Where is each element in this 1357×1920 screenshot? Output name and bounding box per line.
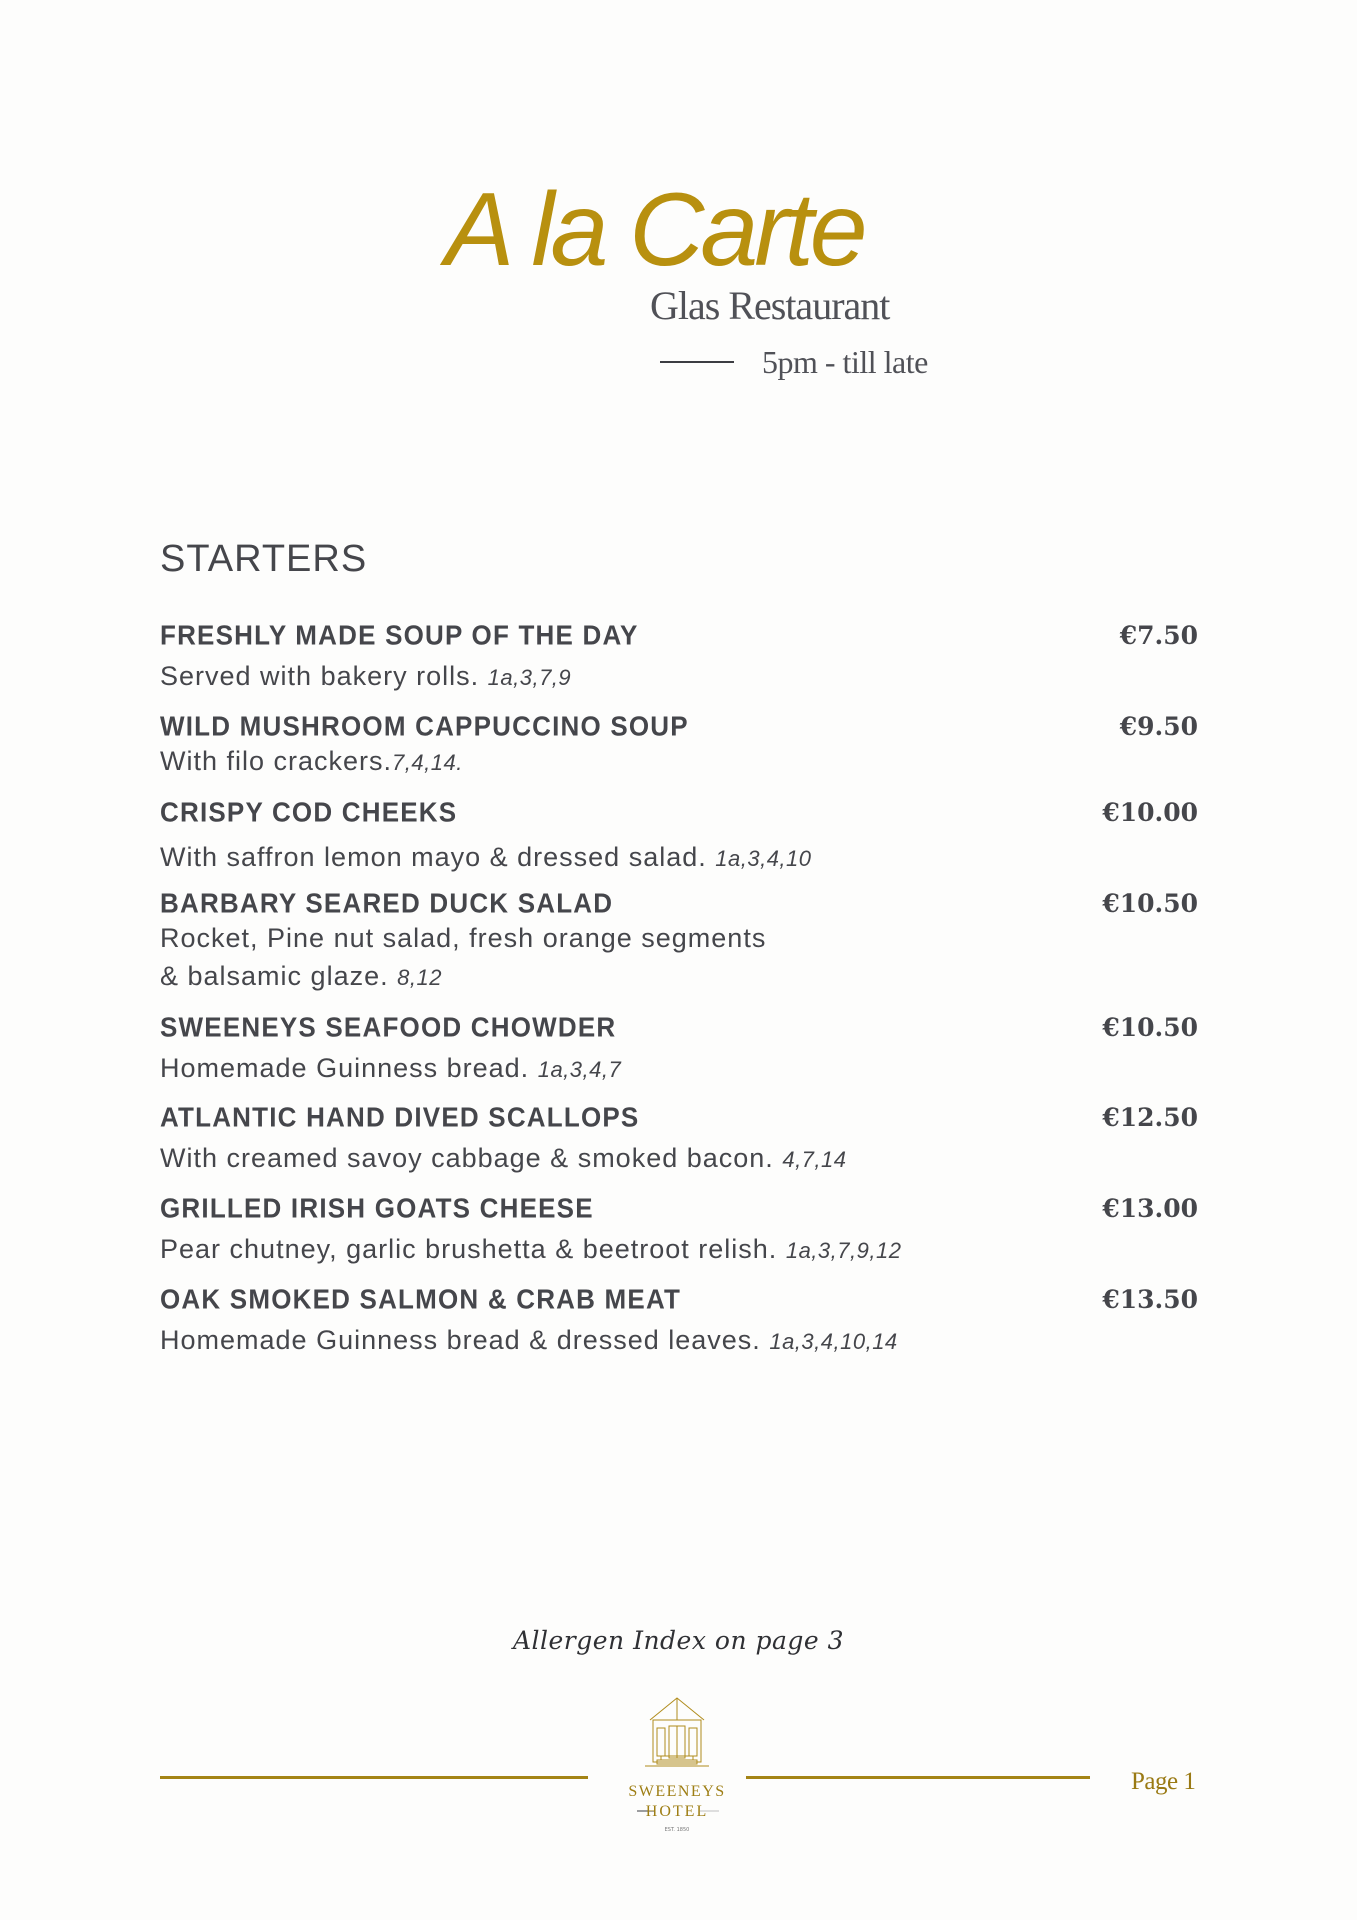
- item-description: [160, 838, 1198, 878]
- item-description-text: Served with bakery rolls.: [160, 661, 480, 691]
- section-title: STARTERS: [160, 538, 368, 580]
- footer-rule-right: [746, 1776, 1090, 1779]
- item-allergens: 4,7,14: [782, 1147, 847, 1172]
- logo-sub: HOTEL: [645, 1803, 709, 1820]
- item-price: €9.50: [1119, 712, 1198, 741]
- menu-item: [160, 711, 1198, 782]
- menu-item: [160, 1284, 1198, 1361]
- opening-hours: 5pm - till late: [762, 343, 928, 380]
- item-name: GRILLED IRISH GOATS CHEESE: [160, 1192, 594, 1224]
- item-name: FRESHLY MADE SOUP OF THE DAY: [160, 619, 639, 651]
- logo-est: EST. 1850: [664, 1827, 690, 1833]
- menu-item: [160, 1012, 1198, 1089]
- hotel-logo: [605, 1690, 755, 1840]
- item-price: €10.50: [1102, 1013, 1198, 1042]
- item-description-text: & balsamic glaze.: [160, 961, 389, 991]
- footer-rule-left: [160, 1776, 588, 1779]
- item-description: [160, 742, 1198, 782]
- menu-item: [160, 888, 1198, 997]
- item-description-text: Rocket, Pine nut salad, fresh orange segments: [160, 923, 767, 953]
- menu-item: [160, 797, 1198, 878]
- item-description: [160, 1321, 1198, 1361]
- item-description-text: Homemade Guinness bread & dressed leaves.: [160, 1325, 761, 1355]
- item-allergens: 1a,3,7,9,12: [785, 1238, 902, 1263]
- hours-line: [660, 344, 928, 380]
- item-description: [160, 657, 1198, 697]
- menu-item: [160, 1193, 1198, 1270]
- item-allergens: 1a,3,4,10,14: [769, 1329, 898, 1354]
- menu-title: A la Carte: [445, 172, 864, 288]
- hours-divider: [660, 361, 734, 363]
- allergen-note: Allergen Index on page 3: [512, 1626, 845, 1655]
- item-description-text: With creamed savoy cabbage & smoked bacon.: [160, 1143, 774, 1173]
- logo-name: SWEENEYS: [628, 1783, 726, 1800]
- item-price: €10.50: [1102, 889, 1198, 918]
- item-description: [160, 1049, 1198, 1089]
- item-allergens: 7,4,14.: [392, 750, 463, 775]
- item-name: ATLANTIC HAND DIVED SCALLOPS: [160, 1101, 640, 1133]
- item-price: €13.00: [1102, 1194, 1198, 1223]
- item-description-text: With filo crackers.: [160, 746, 393, 776]
- item-price: €13.50: [1102, 1285, 1198, 1314]
- item-name: CRISPY COD CHEEKS: [160, 796, 458, 828]
- item-description: [160, 1230, 1198, 1270]
- restaurant-name: Glas Restaurant: [650, 283, 890, 328]
- item-description-text: Homemade Guinness bread.: [160, 1053, 530, 1083]
- item-description-text: Pear chutney, garlic brushetta & beetroot relish.: [160, 1234, 778, 1264]
- item-price: €10.00: [1102, 798, 1198, 827]
- menu-item: [160, 1102, 1198, 1179]
- item-name: BARBARY SEARED DUCK SALAD: [160, 887, 614, 919]
- item-allergens: 1a,3,4,10: [715, 846, 812, 871]
- item-description: [160, 1139, 1198, 1179]
- item-description: [160, 957, 1198, 997]
- item-allergens: 8,12: [397, 965, 442, 990]
- item-description-text: With saffron lemon mayo & dressed salad.: [160, 842, 707, 872]
- item-price: €7.50: [1119, 621, 1198, 650]
- item-description: [160, 919, 1198, 957]
- item-name: OAK SMOKED SALMON & CRAB MEAT: [160, 1283, 682, 1315]
- item-allergens: 1a,3,7,9: [487, 665, 572, 690]
- item-name: SWEENEYS SEAFOOD CHOWDER: [160, 1011, 617, 1043]
- page-number: Page 1: [1131, 1768, 1196, 1795]
- item-price: €12.50: [1102, 1103, 1198, 1132]
- menu-item: [160, 620, 1198, 697]
- item-allergens: 1a,3,4,7: [537, 1057, 622, 1082]
- item-name: WILD MUSHROOM CAPPUCCINO SOUP: [160, 710, 689, 742]
